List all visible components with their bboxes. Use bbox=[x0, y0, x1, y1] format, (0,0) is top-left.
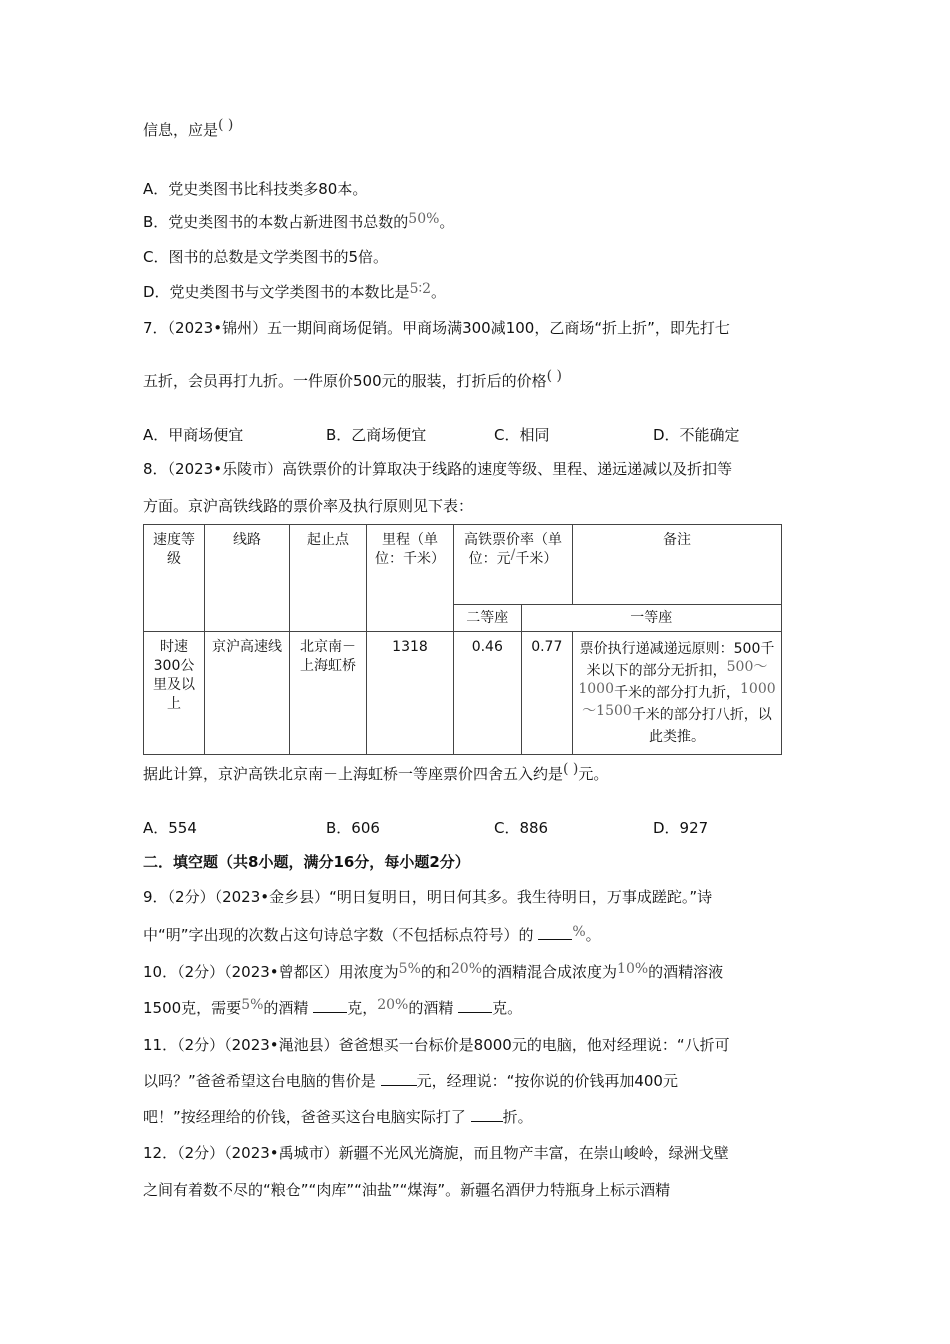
q11-answer-blank-1[interactable] bbox=[381, 1071, 417, 1086]
q9-line2 bbox=[143, 925, 601, 946]
q10-answer-blank-2[interactable] bbox=[458, 998, 492, 1013]
q7-option-b: B．乙商场便宜 bbox=[326, 426, 427, 444]
q11-line2: 以吗？”爸爸希望这台电脑的售价是 元，经理说：“按你说的价钱再加400元 bbox=[143, 1072, 678, 1090]
header-stations: 起止点 bbox=[290, 525, 367, 632]
cell-first-rate: 0.77 bbox=[521, 632, 572, 755]
q10-answer-blank-1[interactable] bbox=[313, 998, 347, 1013]
q6-option-d-end: 。 bbox=[431, 283, 447, 301]
q6-option-d-text: D．党史类图书与文学类图书的本数比是 bbox=[143, 283, 410, 301]
q8-option-b: B．606 bbox=[326, 819, 380, 837]
q7-line1: 7．（2023•锦州）五一期间商场促销。甲商场满300减100，乙商场“折上折”，即先打七 bbox=[143, 319, 730, 337]
header-speed: 速度等级 bbox=[144, 525, 205, 632]
cell-route: 京沪高速线 bbox=[205, 632, 290, 755]
q6-option-a: A．党史类图书比科技类多80本。 bbox=[143, 180, 368, 198]
cell-stations: 北京南－上海虹桥 bbox=[290, 632, 367, 755]
q11-line1: 11．（2分）（2023•渑池县）爸爸想买一台标价是8000元的电脑，他对经理说：“八折可 bbox=[143, 1036, 730, 1054]
q11-answer-blank-2[interactable] bbox=[471, 1107, 503, 1122]
q6-option-c: C．图书的总数是文学类图书的5倍。 bbox=[143, 248, 389, 266]
header-second-class: 二等座 bbox=[454, 605, 522, 632]
q6-option-b-end: 。 bbox=[439, 213, 455, 231]
q9-line2-text: 中“明”字出现的次数占这句诗总字数（不包括标点符号）的 bbox=[143, 926, 534, 944]
q7-option-c: C．相同 bbox=[494, 426, 550, 444]
q8-option-a: A．554 bbox=[143, 819, 197, 837]
q9-line1: 9．（2分）（2023•金乡县）“明日复明日，明日何其多。我生待明日，万事成蹉跎。”诗 bbox=[143, 888, 713, 906]
q8-question-text: 据此计算，京沪高铁北京南－上海虹桥一等座票价四舍五入约是 bbox=[143, 765, 564, 783]
q8-question bbox=[143, 761, 609, 785]
q7-line2-text: 五折，会员再打九折。一件原价500元的服装，打折后的价格 bbox=[143, 372, 547, 390]
q8-option-c: C．886 bbox=[494, 819, 549, 837]
q11-line3: 吧！”按经理给的价钱，爸爸买这台电脑实际打了 折。 bbox=[143, 1108, 533, 1126]
q7-line2 bbox=[143, 368, 563, 392]
q9-line2-end: 。 bbox=[585, 926, 601, 944]
q9-answer-blank[interactable] bbox=[538, 925, 572, 940]
cell-distance: 1318 bbox=[367, 632, 454, 755]
q8-line2: 方面。京沪高铁线路的票价率及执行原则见下表： bbox=[143, 497, 474, 515]
q6-option-b-text: B．党史类图书的本数占新进图书总数的 bbox=[143, 213, 409, 231]
q9-percent-sign: % bbox=[572, 924, 586, 940]
q10-line2: 1500克，需要5%的酒精 克，20%的酒精 克。 bbox=[143, 997, 523, 1017]
header-rate: 高铁票价率（单位：元/千米） bbox=[454, 525, 573, 605]
q7-option-a: A．甲商场便宜 bbox=[143, 426, 244, 444]
header-distance: 里程（单位：千米） bbox=[367, 525, 454, 632]
header-route: 线路 bbox=[205, 525, 290, 632]
q8-question-unit: 元。 bbox=[578, 765, 609, 783]
cell-speed: 时速300公里及以上 bbox=[144, 632, 205, 755]
q6-option-d-math: 5∶2 bbox=[409, 281, 432, 297]
q12-line1: 12．（2分）（2023•禹城市）新疆不光风光旖旎，而且物产丰富，在崇山峻岭，绿洲戈壁 bbox=[143, 1144, 729, 1162]
cell-note: 票价执行递减递远原则：500千米以下的部分无折扣，500～1000千米的部分打九折，1000～1500千米的部分打八折，以此类推。 bbox=[573, 632, 782, 755]
q6-option-b-math: 50% bbox=[408, 211, 440, 227]
q8-answer-paren: ( ) bbox=[563, 761, 579, 777]
intro-line bbox=[143, 117, 234, 141]
header-first-class: 一等座 bbox=[521, 605, 781, 632]
intro-text: 信息，应是 bbox=[143, 121, 219, 139]
q7-option-d: D．不能确定 bbox=[653, 426, 740, 444]
q6-option-b bbox=[143, 212, 454, 233]
q10-line1: 10．（2分）（2023•曾都区）用浓度为5%的和20%的酒精混合成浓度为10%的酒精溶液 bbox=[143, 961, 724, 981]
q12-line2: 之间有着数不尽的“粮仓”“肉库”“油盐”“煤海”。新疆名酒伊力特瓶身上标示酒精 bbox=[143, 1181, 671, 1199]
q8-line1: 8．（2023•乐陵市）高铁票价的计算取决于线路的速度等级、里程、递远递减以及折扣等 bbox=[143, 460, 733, 478]
q6-option-d bbox=[143, 282, 446, 303]
section-title: 二．填空题（共8小题，满分16分，每小题2分） bbox=[143, 853, 470, 871]
cell-second-rate: 0.46 bbox=[454, 632, 522, 755]
header-note: 备注 bbox=[573, 525, 782, 605]
answer-paren: ( ) bbox=[218, 117, 234, 133]
q7-answer-paren: ( ) bbox=[546, 368, 563, 384]
fare-table bbox=[143, 524, 782, 755]
q8-option-d: D．927 bbox=[653, 819, 709, 837]
